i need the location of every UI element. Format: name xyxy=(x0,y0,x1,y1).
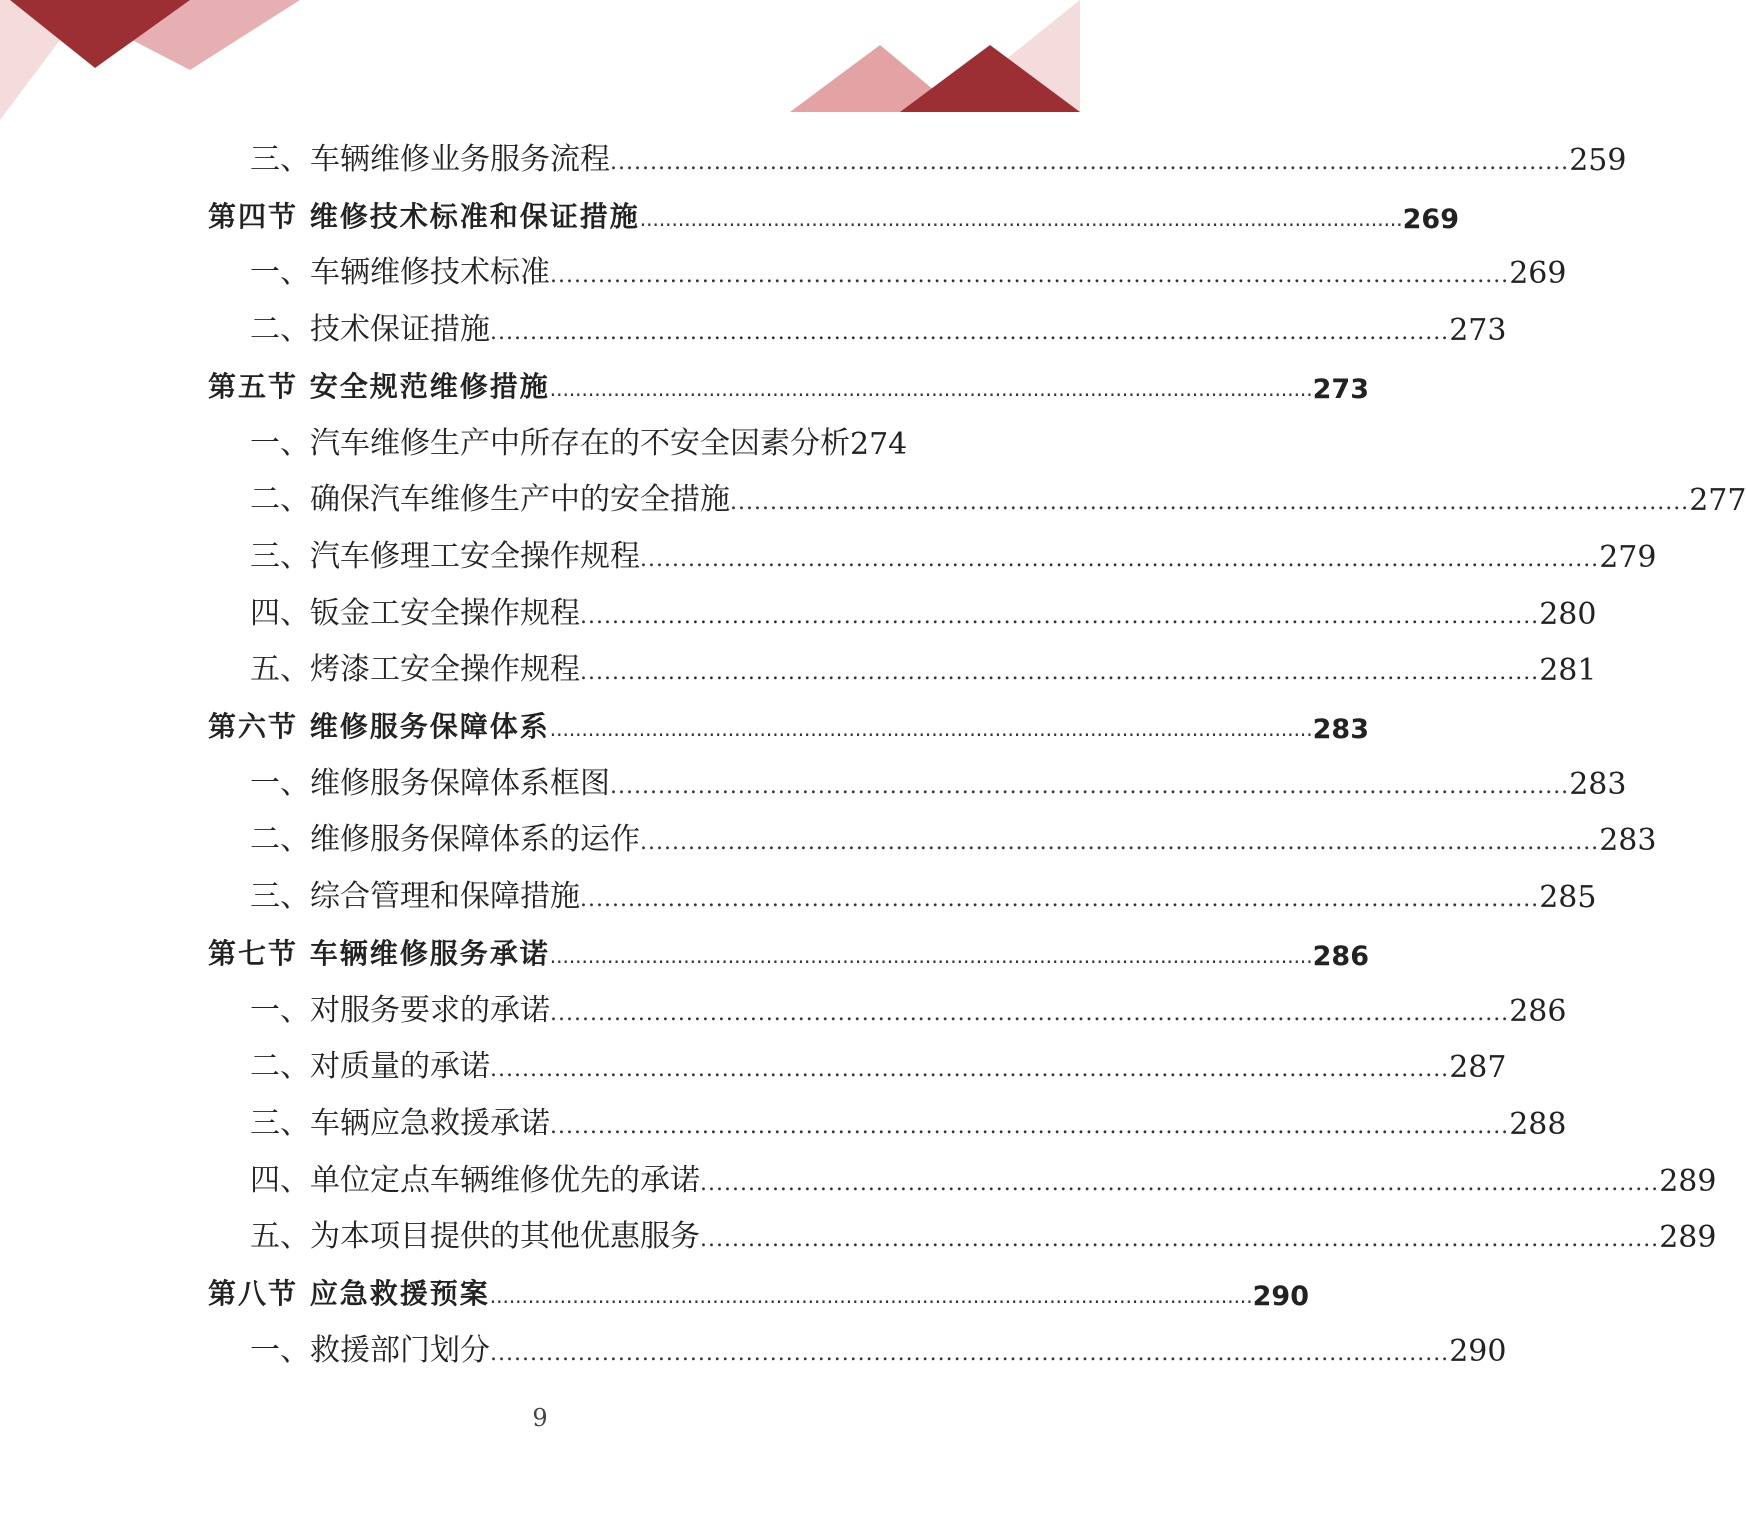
toc-section-entry[interactable] xyxy=(208,699,1370,745)
toc-entry-title: 五、为本项目提供的其他优惠服务 xyxy=(250,1219,700,1255)
toc-section-entry[interactable] xyxy=(208,189,1460,235)
toc-leader-dots: ........................................................................................................................ xyxy=(730,490,1690,516)
toc-entry-title: 四、单位定点车辆维修优先的承诺 xyxy=(250,1162,700,1198)
toc-entry-title: 三、车辆应急救援承诺 xyxy=(250,1105,550,1141)
toc-entry-title: 二、维修服务保障体系的运作 xyxy=(250,822,640,858)
toc-entry-title: 三、综合管理和保障措施 xyxy=(250,879,580,915)
toc-page-number: 259 xyxy=(1569,143,1627,178)
toc-leader-dots: ........................................................................................................................ xyxy=(549,943,1313,968)
toc-leader-dots: ........................................................................................................................ xyxy=(640,546,1600,572)
toc-entry-title: 二、确保汽车维修生产中的安全措施 xyxy=(250,482,730,518)
toc-item[interactable] xyxy=(250,812,1657,859)
toc-page-number: 277 xyxy=(1689,483,1746,519)
toc-page-number: 283 xyxy=(1569,766,1627,802)
toc-entry-title: 一、维修服务保障体系框图 xyxy=(250,765,610,801)
toc-item[interactable] xyxy=(250,1209,1717,1256)
toc-page-number: 286 xyxy=(1509,993,1567,1029)
toc-page-number: 290 xyxy=(1252,1281,1310,1312)
toc-entry-title: 第五节 安全规范维修措施 xyxy=(208,369,550,403)
toc-page-number: 281 xyxy=(1539,653,1597,689)
toc-item[interactable] xyxy=(250,1096,1567,1142)
toc-page-number: 269 xyxy=(1402,203,1460,235)
toc-page-number: 290 xyxy=(1449,1333,1507,1369)
toc-entry-title: 五、烤漆工安全操作规程 xyxy=(250,652,580,688)
toc-item[interactable] xyxy=(250,416,960,462)
toc-entry-title: 三、汽车修理工安全操作规程 xyxy=(250,538,640,574)
toc-entry-title: 第八节 应急救援预案 xyxy=(208,1277,490,1310)
toc-item[interactable] xyxy=(250,642,1597,689)
toc-entry-title: 第六节 维修服务保障体系 xyxy=(208,710,550,743)
toc-page-number: 274 xyxy=(850,426,908,462)
toc-leader-dots: ........................................................................................................................ xyxy=(640,830,1600,856)
toc-item[interactable] xyxy=(250,302,1507,349)
toc-leader-dots: ........................................................................................................................ xyxy=(610,773,1570,799)
toc-entry-title: 二、技术保证措施 xyxy=(250,312,490,348)
toc-entry-title: 二、对质量的承诺 xyxy=(250,1049,490,1085)
toc-page-number: 287 xyxy=(1449,1050,1507,1086)
toc-entry-title: 第四节 维修技术标准和保证措施 xyxy=(208,199,640,233)
toc-entry-title: 三、车辆维修业务服务流程 xyxy=(250,142,610,177)
toc-page-number: 283 xyxy=(1599,823,1657,859)
header-decoration xyxy=(0,0,1080,140)
toc-item[interactable] xyxy=(250,1153,1717,1199)
toc-item[interactable] xyxy=(250,245,1567,292)
toc-page-number: 273 xyxy=(1312,373,1370,405)
toc-leader-dots: ........................................................................................................................ xyxy=(580,660,1540,686)
toc-entry-title: 第七节 车辆维修服务承诺 xyxy=(208,936,550,970)
toc-leader-dots: ........................................................................................................................ xyxy=(550,1113,1510,1139)
toc-leader-dots: ........................................................................................................................ xyxy=(550,263,1510,289)
toc-item[interactable] xyxy=(250,586,1597,632)
toc-page-number: 280 xyxy=(1539,596,1597,632)
toc-leader-dots: ........................................................................................................................ xyxy=(700,1227,1660,1253)
toc-page-number: 285 xyxy=(1539,880,1597,916)
toc-leader-dots: ........................................................................................................................ xyxy=(490,320,1450,346)
toc-page-number: 289 xyxy=(1659,1220,1717,1256)
page-number: 9 xyxy=(532,1404,548,1432)
toc-page-number: 279 xyxy=(1599,539,1657,575)
toc-item[interactable] xyxy=(250,1039,1507,1086)
toc-page-number: 288 xyxy=(1509,1106,1567,1142)
toc-leader-dots: ........................................................................................................................ xyxy=(580,603,1540,629)
toc-leader-dots: ........................................................................................................................ xyxy=(639,206,1403,231)
toc-leader-dots: ........................................................................................................................ xyxy=(700,1170,1660,1196)
toc-entry-title: 一、车辆维修技术标准 xyxy=(250,255,550,291)
toc-page-number: 286 xyxy=(1312,940,1370,972)
toc-leader-dots: ........................................................................................................................ xyxy=(549,717,1313,741)
toc-leader-dots: ........................................................................................................................ xyxy=(549,376,1313,401)
toc-item[interactable] xyxy=(250,756,1627,802)
toc-section-entry[interactable] xyxy=(208,926,1370,972)
toc-item[interactable] xyxy=(250,472,1746,519)
toc-leader-dots: ........................................................................................................................ xyxy=(580,887,1540,913)
toc-item[interactable] xyxy=(250,869,1597,916)
toc-leader-dots: ........................................................................................................................ xyxy=(550,1000,1510,1026)
toc-section-entry[interactable] xyxy=(208,1266,1310,1312)
toc-item[interactable] xyxy=(250,132,1627,178)
toc-entry-title: 一、汽车维修生产中所存在的不安全因素分析 xyxy=(250,425,850,461)
toc-item[interactable] xyxy=(250,1323,1507,1369)
toc-leader-dots: ........................................................................................................................ xyxy=(490,1057,1450,1083)
toc-page-number: 289 xyxy=(1659,1163,1717,1199)
toc-entry-title: 一、对服务要求的承诺 xyxy=(250,992,550,1028)
toc-item[interactable] xyxy=(250,529,1657,575)
toc-page-number: 283 xyxy=(1312,714,1370,745)
toc-section-entry[interactable] xyxy=(208,359,1370,405)
toc-leader-dots: ........................................................................................................................ xyxy=(490,1340,1450,1366)
toc-entry-title: 四、钣金工安全操作规程 xyxy=(250,595,580,631)
toc-entry-title: 一、救援部门划分 xyxy=(250,1332,490,1368)
toc-item[interactable] xyxy=(250,983,1567,1029)
toc-page-number: 269 xyxy=(1509,256,1567,292)
toc-page-number: 273 xyxy=(1449,313,1507,349)
toc-leader-dots: ........................................................................................................................ xyxy=(489,1284,1253,1308)
toc-leader-dots: ........................................................................................................................ xyxy=(610,150,1570,175)
